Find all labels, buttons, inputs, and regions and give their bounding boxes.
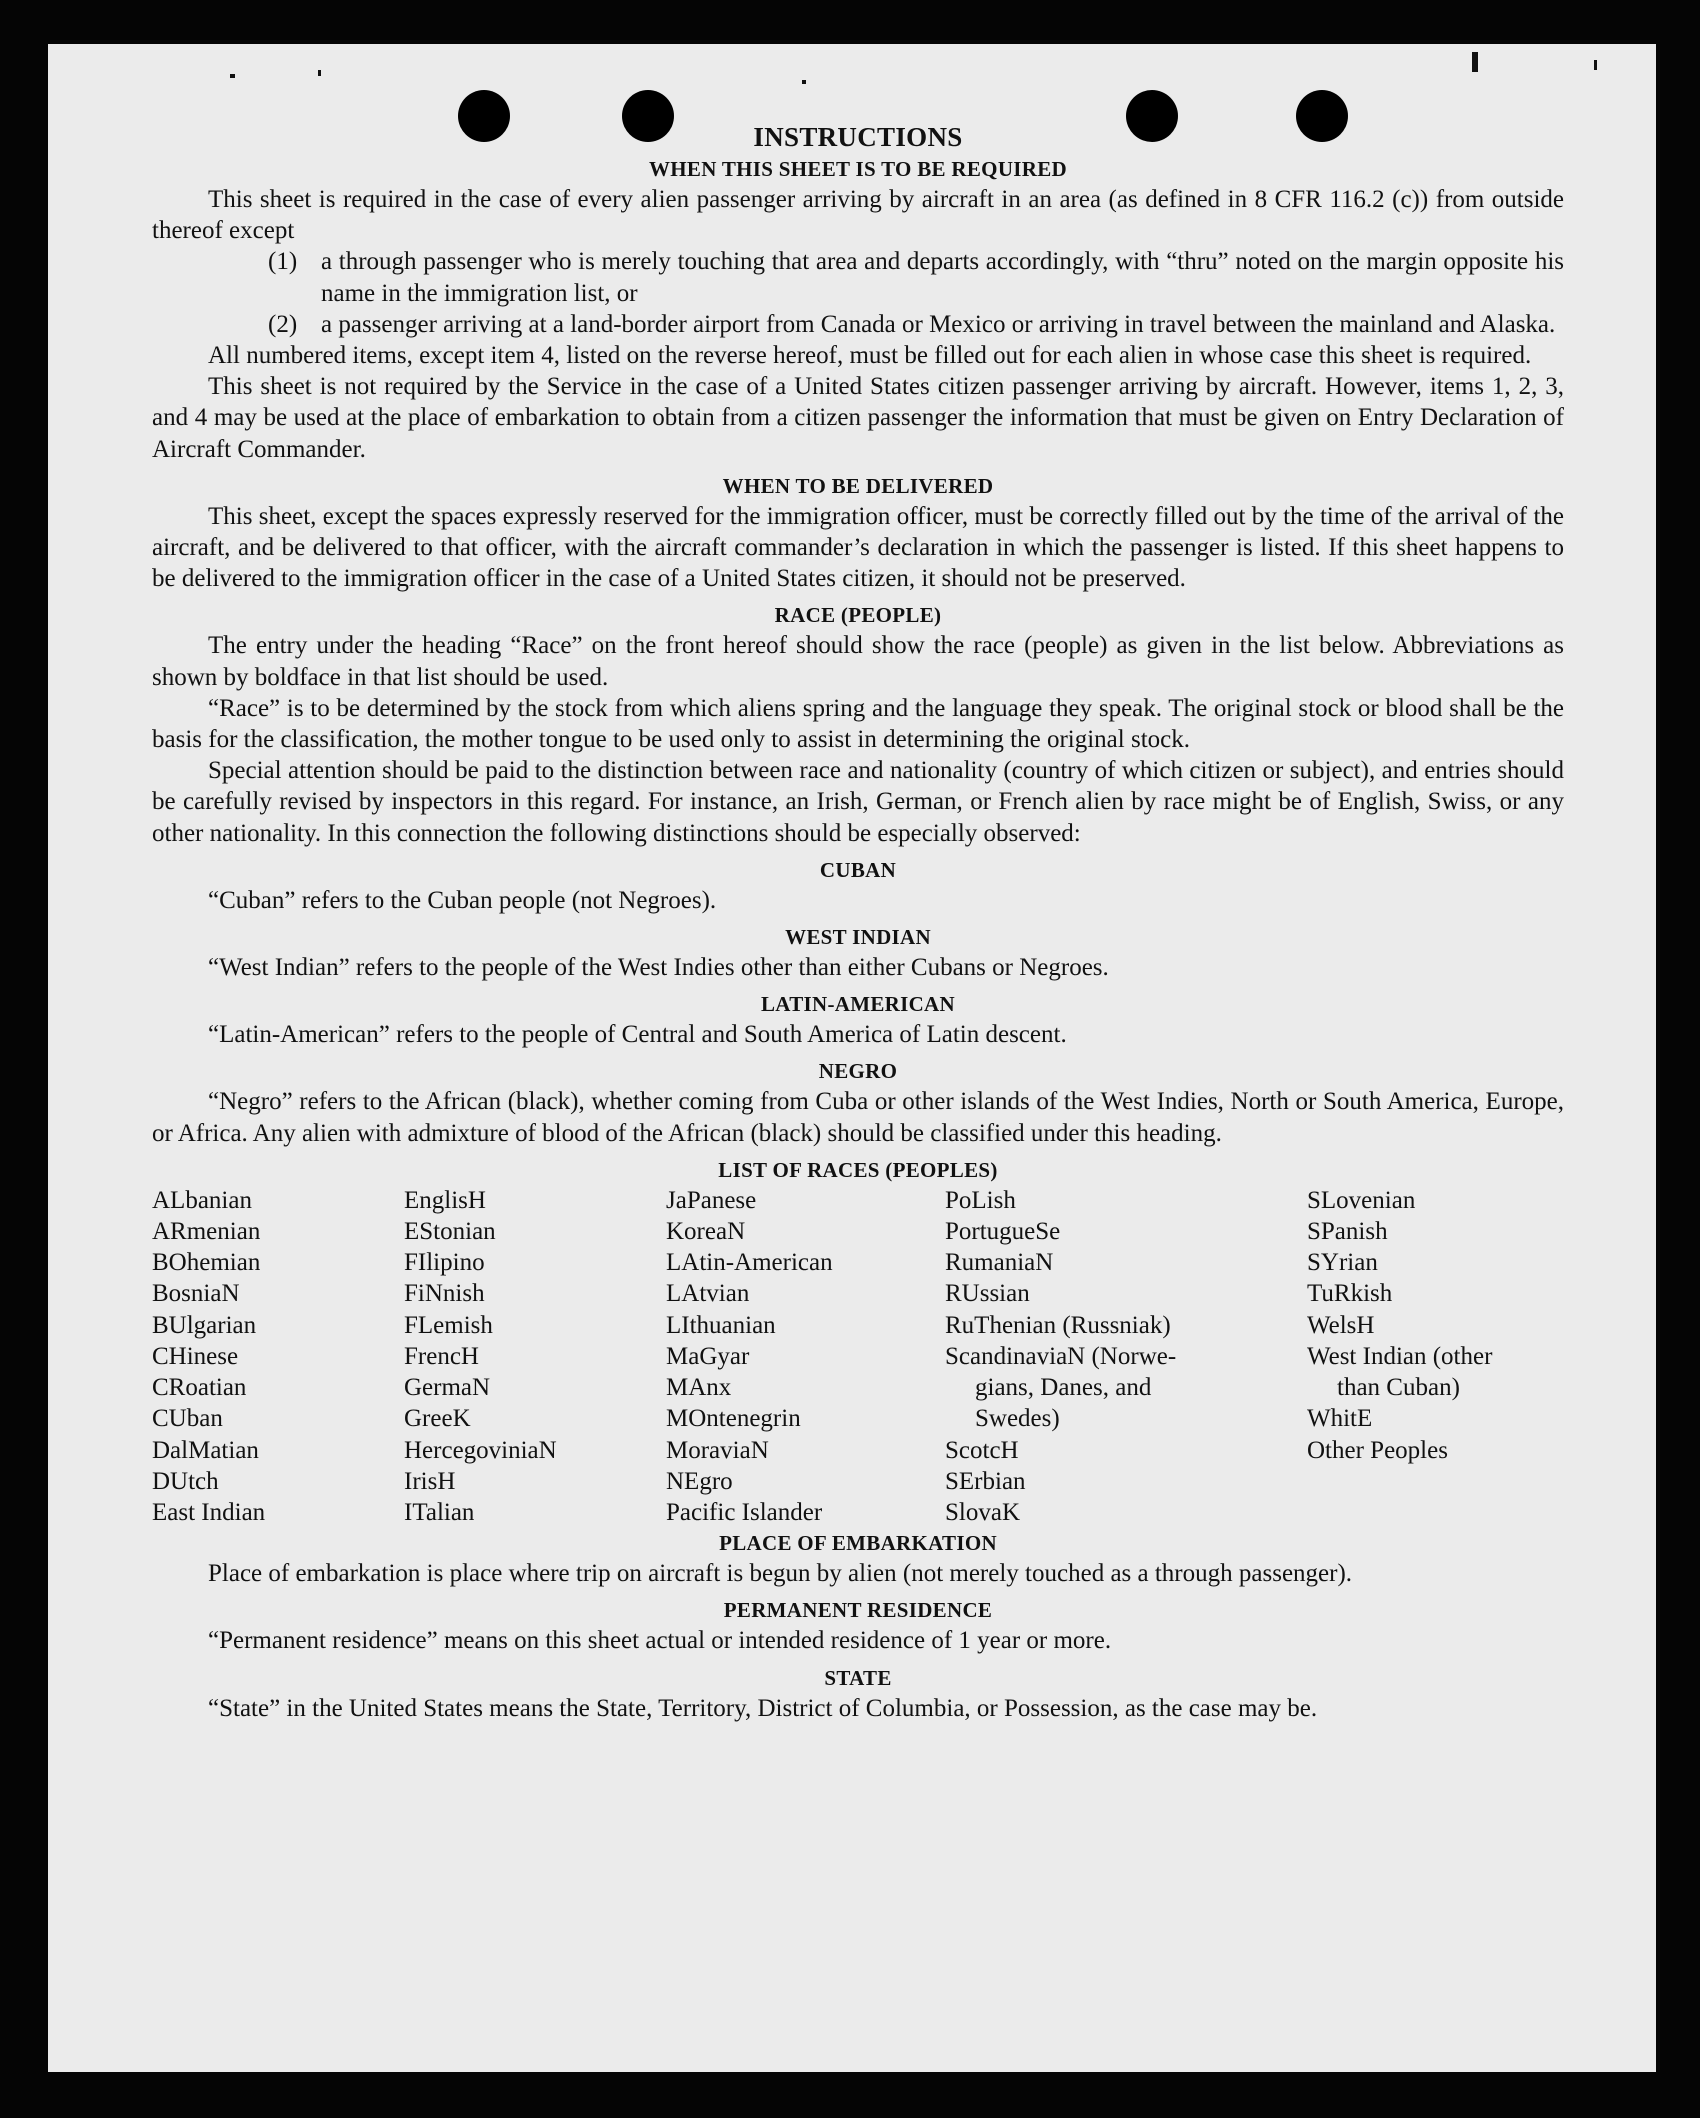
race-column xyxy=(1307,1185,1564,1528)
race-item: FIlipino xyxy=(404,1249,485,1277)
race-column xyxy=(404,1185,666,1528)
section-paragraph: This sheet, except the spaces expressly reserved for the immigration officer, must be correctly filled out by the time of the arrival of the aircraft, and be delivered to that officer, with the aircraft commander’s declaration in which the passenger is listed. If this sheet happens to be delivered to the immigration officer in the case of a United States citizen, it should not be preserved. xyxy=(152,502,1564,593)
exception-text: a passenger arriving at a land-border airport from Canada or Mexico or arriving in travel between the mainland and Alaska. xyxy=(321,310,1556,338)
race-item: BosniaN xyxy=(152,1280,240,1308)
section-paragraph: “West Indian” refers to the people of the West Indies other than either Cubans or Negroes. xyxy=(208,954,1109,982)
race-item: KoreaN xyxy=(666,1218,746,1246)
scan-speck xyxy=(230,74,235,78)
section-gap xyxy=(152,1724,1564,1730)
race-item: RUssian xyxy=(945,1280,1030,1308)
race-item: RumaniaN xyxy=(945,1249,1054,1277)
race-item: CUban xyxy=(152,1405,223,1433)
race-item: EnglisH xyxy=(404,1186,486,1214)
races-heading: LIST OF RACES (PEOPLES) xyxy=(718,1157,998,1182)
sections-top xyxy=(152,154,1564,1155)
document-page xyxy=(48,44,1656,2072)
race-item: RuThenian (Russniak) xyxy=(945,1311,1171,1339)
section-heading: WEST INDIAN xyxy=(785,925,931,950)
race-item: LAtvian xyxy=(666,1280,750,1308)
race-item: East Indian xyxy=(152,1498,266,1526)
races-table xyxy=(152,1185,1564,1528)
race-item: WhitE xyxy=(1307,1405,1373,1433)
sections-bottom xyxy=(152,1528,1564,1730)
race-item: ScandinaviaN (Norwe- xyxy=(945,1342,1177,1370)
race-item: ARmenian xyxy=(152,1218,261,1246)
scan-speck xyxy=(318,70,321,76)
section-paragraph: This sheet is not required by the Service in the case of a United States citizen passenger arriving by aircraft. However, items 1, 2, 3, and 4 may be used at the place of embarkation to obtain from a citizen passenger the information that must be given on Entry Declaration of Aircraft Commander. xyxy=(152,373,1564,463)
race-item-cont: Swedes) xyxy=(975,1405,1060,1433)
race-item: PoLish xyxy=(945,1186,1016,1214)
section-heading: WHEN TO BE DELIVERED xyxy=(722,473,994,498)
section-paragraph: “Cuban” refers to the Cuban people (not Negroes). xyxy=(208,886,717,914)
section-paragraph: “State” in the United States means the State, Territory, District of Columbia, or Possession, as the case may be. xyxy=(208,1694,1318,1722)
exception-number: (1) xyxy=(268,248,298,276)
race-item: Pacific Islander xyxy=(666,1498,823,1526)
race-item: LIthuanian xyxy=(666,1311,776,1339)
race-item: DUtch xyxy=(152,1467,219,1495)
race-item: WelsH xyxy=(1307,1311,1375,1339)
section-heading: NEGRO xyxy=(818,1059,898,1084)
race-item: CHinese xyxy=(152,1342,239,1370)
race-item: JaPanese xyxy=(666,1186,757,1214)
exception-item xyxy=(268,246,1564,308)
section-heading: LATIN-AMERICAN xyxy=(761,992,955,1017)
scan-speck xyxy=(802,80,806,84)
exception-number: (2) xyxy=(268,310,298,338)
race-item: FrencH xyxy=(404,1342,479,1370)
section-heading: WHEN THIS SHEET IS TO BE REQUIRED xyxy=(648,157,1067,181)
race-item: TuRkish xyxy=(1307,1280,1393,1308)
section-heading: PERMANENT RESIDENCE xyxy=(723,1598,993,1623)
section-paragraph: “Permanent residence” means on this sheet actual or intended residence of 1 year or more. xyxy=(208,1627,1112,1655)
section-heading: STATE xyxy=(824,1665,892,1690)
race-item: HercegoviniaN xyxy=(404,1436,557,1464)
exception-text: a through passenger who is merely touching that area and departs accordingly, with “thru” noted on the margin opposite his name in the immigration list, or xyxy=(321,248,1564,307)
race-item: MAnx xyxy=(666,1374,732,1402)
section-paragraph: All numbered items, except item 4, listed on the reverse hereof, must be filled out for each alien in whose case this sheet is required. xyxy=(208,342,1532,370)
race-item: SYrian xyxy=(1307,1249,1378,1277)
race-item: CRoatian xyxy=(152,1374,247,1402)
race-item: MaGyar xyxy=(666,1342,750,1370)
race-item: SlovaK xyxy=(945,1498,1020,1526)
race-column xyxy=(152,1185,404,1528)
section-paragraph: Place of embarkation is place where trip on aircraft is begun by alien (not merely touched as a through passenger). xyxy=(208,1560,1353,1588)
scan-speck xyxy=(1594,60,1597,70)
race-item: BOhemian xyxy=(152,1249,261,1277)
race-item: EStonian xyxy=(404,1218,496,1246)
race-item: ITalian xyxy=(404,1498,475,1526)
page-title: INSTRUCTIONS xyxy=(753,122,963,152)
race-item: Other Peoples xyxy=(1307,1436,1448,1464)
race-column xyxy=(666,1185,945,1528)
race-item: West Indian (other xyxy=(1307,1342,1493,1370)
section-paragraph: “Latin-American” refers to the people of Central and South America of Latin descent. xyxy=(208,1021,1067,1049)
race-item-cont: than Cuban) xyxy=(1337,1374,1460,1402)
race-item: ALbanian xyxy=(152,1186,252,1214)
race-item: IrisH xyxy=(404,1467,456,1495)
section-paragraph: The entry under the heading “Race” on the front hereof should show the race (people) as given in the list below. Abbreviations as shown by boldface in that list should be used. xyxy=(152,632,1564,691)
race-item: LAtin-American xyxy=(666,1249,833,1277)
race-item: FiNnish xyxy=(404,1280,485,1308)
race-item-cont: gians, Danes, and xyxy=(975,1374,1152,1402)
race-item: PortugueSe xyxy=(945,1218,1061,1246)
race-item: DalMatian xyxy=(152,1436,259,1464)
race-item: SPanish xyxy=(1307,1218,1388,1246)
section-paragraph: This sheet is required in the case of every alien passenger arriving by aircraft in an area (as defined in 8 CFR 116.2 (c)) from outside thereof except xyxy=(152,186,1564,245)
race-item: BUlgarian xyxy=(152,1311,257,1339)
section-paragraph: Special attention should be paid to the distinction between race and nationality (country of which citizen or subject), and entries should be carefully revised by inspectors in this regard. For instance, an Irish, German, or French alien by race might be of English, Swiss, or any other nationality. In this connection the following distinctions should be especially observed: xyxy=(152,757,1564,847)
race-item: GreeK xyxy=(404,1405,471,1433)
section-heading: PLACE OF EMBARKATION xyxy=(719,1531,997,1556)
race-item: MoraviaN xyxy=(666,1436,769,1464)
section-heading: RACE (PEOPLE) xyxy=(774,603,942,628)
race-column xyxy=(945,1185,1307,1528)
scan-speck xyxy=(1472,52,1478,72)
race-item: NEgro xyxy=(666,1467,733,1495)
section-paragraph: “Race” is to be determined by the stock from which aliens spring and the language they speak. The original stock or blood shall be the basis for the classification, the mother tongue to be used only to assist in determining the original stock. xyxy=(152,694,1564,754)
race-item: MOntenegrin xyxy=(666,1405,801,1433)
race-item: ScotcH xyxy=(945,1436,1019,1464)
exception-item xyxy=(268,309,1564,340)
instructions-body xyxy=(152,114,1564,1730)
race-item: SErbian xyxy=(945,1467,1026,1495)
race-item: GermaN xyxy=(404,1374,491,1402)
race-item: SLovenian xyxy=(1307,1186,1416,1214)
section-paragraph: “Negro” refers to the African (black), whether coming from Cuba or other islands of the West Indies, North or South America, Europe, or Africa. Any alien with admixture of blood of the African (black) should be classified under this heading. xyxy=(152,1088,1564,1147)
race-item: FLemish xyxy=(404,1311,493,1339)
section-heading: CUBAN xyxy=(819,857,897,882)
